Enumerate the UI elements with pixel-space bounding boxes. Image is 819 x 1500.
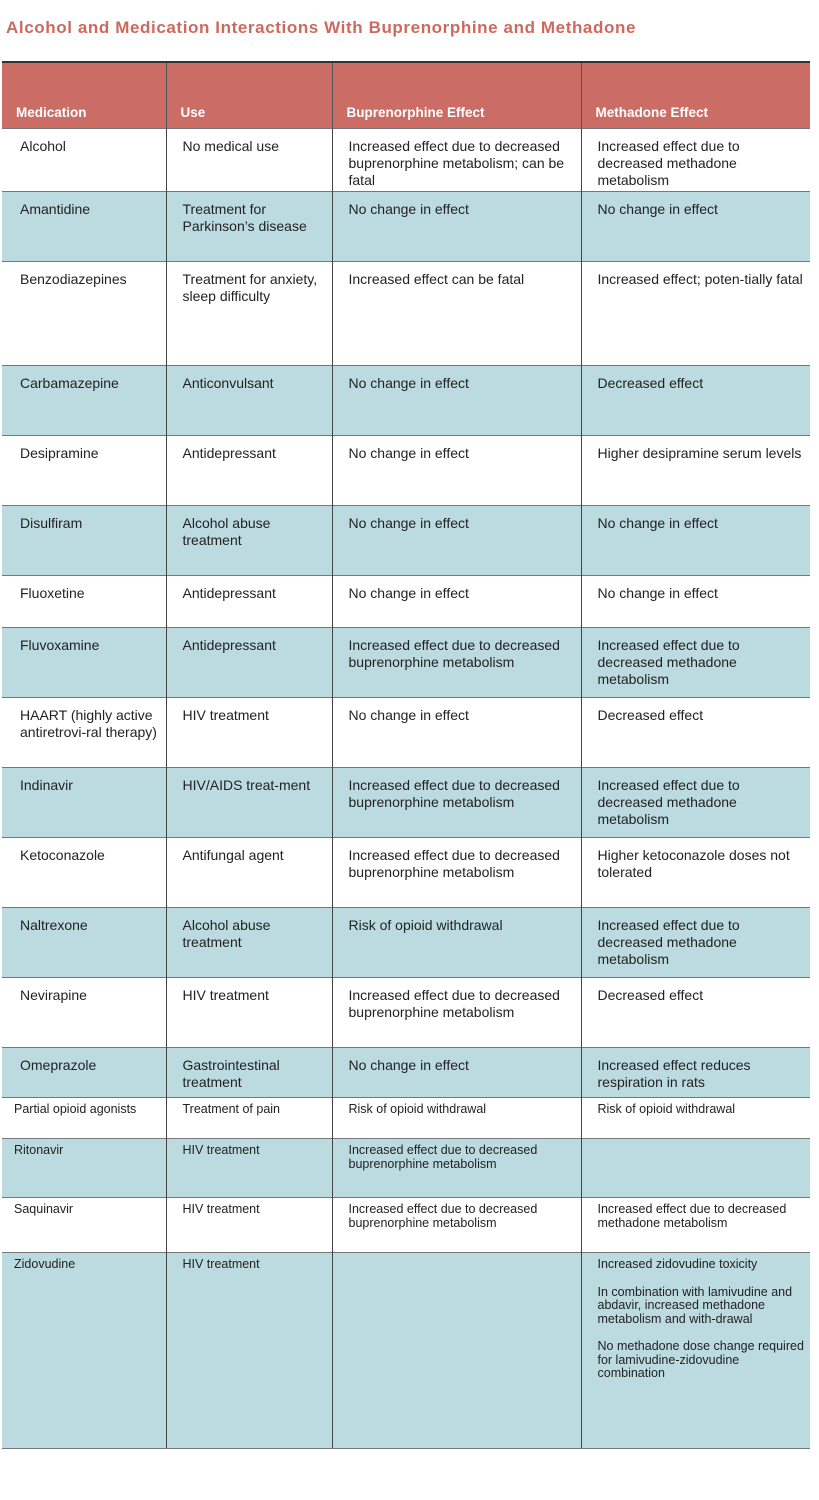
cell-methadone-effect [581,506,810,576]
methadone-effect-text: Increased zidovudine toxicity [597,1257,758,1271]
cell-buprenorphine-effect: Increased effect due to decreased buprenorphine metabolism [332,1198,581,1253]
cell-medication: Zidovudine [2,1253,166,1449]
methadone-effect-text: Risk of opioid withdrawal [597,1102,736,1116]
cell-medication: Fluvoxamine [2,628,166,698]
cell-medication: Omeprazole [2,1048,166,1098]
header-medication: Medication [2,62,166,129]
cell-use: Gastrointestinal treatment [166,1048,332,1098]
cell-medication: Fluoxetine [2,576,166,628]
table-row [2,192,810,262]
header-buprenorphine-effect: Buprenorphine Effect [332,62,581,129]
cell-medication: HAART (highly active antiretrovi-ral therapy) [2,698,166,768]
cell-buprenorphine-effect: No change in effect [332,506,581,576]
table-row [2,129,810,192]
table-header-row [2,62,810,129]
cell-medication: Desipramine [2,436,166,506]
cell-use: HIV treatment [166,698,332,768]
methadone-effect-text: Higher desipramine serum levels [597,445,802,461]
cell-methadone-effect [581,262,810,366]
methadone-effect-text: Increased effect due to decreased methadone metabolism [597,917,740,967]
page-title: Alcohol and Medication Interactions With Buprenorphine and Methadone [6,18,636,37]
cell-medication: Naltrexone [2,908,166,978]
cell-use: HIV treatment [166,978,332,1048]
methadone-effect-text: Increased effect due to decreased methadone metabolism [597,777,740,827]
methadone-effect-text: No methadone dose change required for lamivudine-zidovudine combination [597,1339,804,1380]
cell-buprenorphine-effect: No change in effect [332,436,581,506]
cell-medication: Alcohol [2,129,166,192]
methadone-effect-text: No change in effect [597,585,718,601]
cell-use: HIV treatment [166,1139,332,1198]
cell-medication: Ketoconazole [2,838,166,908]
cell-methadone-effect [581,628,810,698]
table-row [2,1139,810,1198]
cell-methadone-effect [581,366,810,436]
cell-methadone-effect [581,698,810,768]
table-row [2,1048,810,1098]
methadone-effect-text: Higher ketoconazole doses not tolerated [597,847,790,880]
methadone-effect-text: Increased effect due to decreased methadone metabolism [597,138,740,188]
methadone-effect-text: Increased effect reduces respiration in rats [597,1057,751,1090]
methadone-effect-text: Increased effect due to decreased methadone metabolism [597,1202,787,1230]
table-row [2,908,810,978]
header-methadone-effect: Methadone Effect [581,62,810,129]
table-row [2,506,810,576]
cell-medication: Saquinavir [2,1198,166,1253]
table-row [2,1198,810,1253]
cell-methadone-effect [581,192,810,262]
table-row [2,366,810,436]
cell-buprenorphine-effect: Increased effect due to decreased buprenorphine metabolism [332,628,581,698]
table-row [2,1253,810,1449]
table-row [2,576,810,628]
cell-medication: Ritonavir [2,1139,166,1198]
cell-use: HIV treatment [166,1253,332,1449]
methadone-effect-text: Decreased effect [597,987,704,1003]
cell-methadone-effect [581,1098,810,1139]
cell-methadone-effect [581,908,810,978]
methadone-effect-text: Decreased effect [597,375,704,391]
interactions-table [2,61,810,1449]
table-row [2,436,810,506]
cell-methadone-effect [581,1253,810,1449]
methadone-effect-text: Increased effect; poten-tially fatal [597,271,803,287]
table-row [2,978,810,1048]
table-row [2,838,810,908]
cell-methadone-effect [581,838,810,908]
cell-buprenorphine-effect: Risk of opioid withdrawal [332,1098,581,1139]
cell-use: HIV/AIDS treat-ment [166,768,332,838]
methadone-effect-text: Decreased effect [597,707,704,723]
cell-buprenorphine-effect: No change in effect [332,698,581,768]
cell-methadone-effect [581,576,810,628]
table-body [2,129,810,1449]
table-row [2,628,810,698]
cell-buprenorphine-effect: Increased effect due to decreased buprenorphine metabolism [332,978,581,1048]
cell-medication: Indinavir [2,768,166,838]
cell-use: Treatment for Parkinson’s disease [166,192,332,262]
cell-methadone-effect [581,436,810,506]
cell-buprenorphine-effect: Increased effect due to decreased buprenorphine metabolism [332,768,581,838]
cell-buprenorphine-effect: No change in effect [332,192,581,262]
cell-methadone-effect [581,1139,810,1198]
cell-use: Alcohol abuse treatment [166,908,332,978]
cell-buprenorphine-effect: Increased effect due to decreased buprenorphine metabolism [332,1139,581,1198]
table-row [2,698,810,768]
cell-methadone-effect [581,1198,810,1253]
cell-buprenorphine-effect [332,1253,581,1449]
cell-medication: Benzodiazepines [2,262,166,366]
cell-methadone-effect [581,768,810,838]
cell-medication: Amantidine [2,192,166,262]
cell-use: Alcohol abuse treatment [166,506,332,576]
cell-use: Anticonvulsant [166,366,332,436]
cell-methadone-effect [581,1048,810,1098]
cell-use: Antidepressant [166,576,332,628]
cell-medication: Nevirapine [2,978,166,1048]
methadone-effect-text: In combination with lamivudine and abdavir, increased methadone metabolism and with-drawal [597,1284,793,1326]
methadone-effect-text: Increased effect due to decreased methadone metabolism [597,637,740,687]
cell-buprenorphine-effect: Increased effect can be fatal [332,262,581,366]
methadone-effect-text: No change in effect [597,201,718,217]
cell-use: Antidepressant [166,628,332,698]
cell-buprenorphine-effect: Increased effect due to decreased buprenorphine metabolism [332,838,581,908]
cell-methadone-effect [581,978,810,1048]
cell-medication: Partial opioid agonists [2,1098,166,1139]
cell-use: Antifungal agent [166,838,332,908]
header-use: Use [166,62,332,129]
cell-buprenorphine-effect: Risk of opioid withdrawal [332,908,581,978]
cell-use: Treatment of pain [166,1098,332,1139]
cell-buprenorphine-effect: No change in effect [332,576,581,628]
methadone-effect-text: No change in effect [597,515,718,531]
cell-use: Treatment for anxiety, sleep difficulty [166,262,332,366]
cell-methadone-effect [581,129,810,192]
table-row [2,262,810,366]
table-row [2,768,810,838]
cell-use: Antidepressant [166,436,332,506]
cell-buprenorphine-effect: No change in effect [332,1048,581,1098]
cell-buprenorphine-effect: No change in effect [332,366,581,436]
table-row [2,1098,810,1139]
cell-buprenorphine-effect: Increased effect due to decreased buprenorphine metabolism; can be fatal [332,129,581,192]
cell-use: HIV treatment [166,1198,332,1253]
cell-medication: Disulfiram [2,506,166,576]
cell-use: No medical use [166,129,332,192]
cell-medication: Carbamazepine [2,366,166,436]
